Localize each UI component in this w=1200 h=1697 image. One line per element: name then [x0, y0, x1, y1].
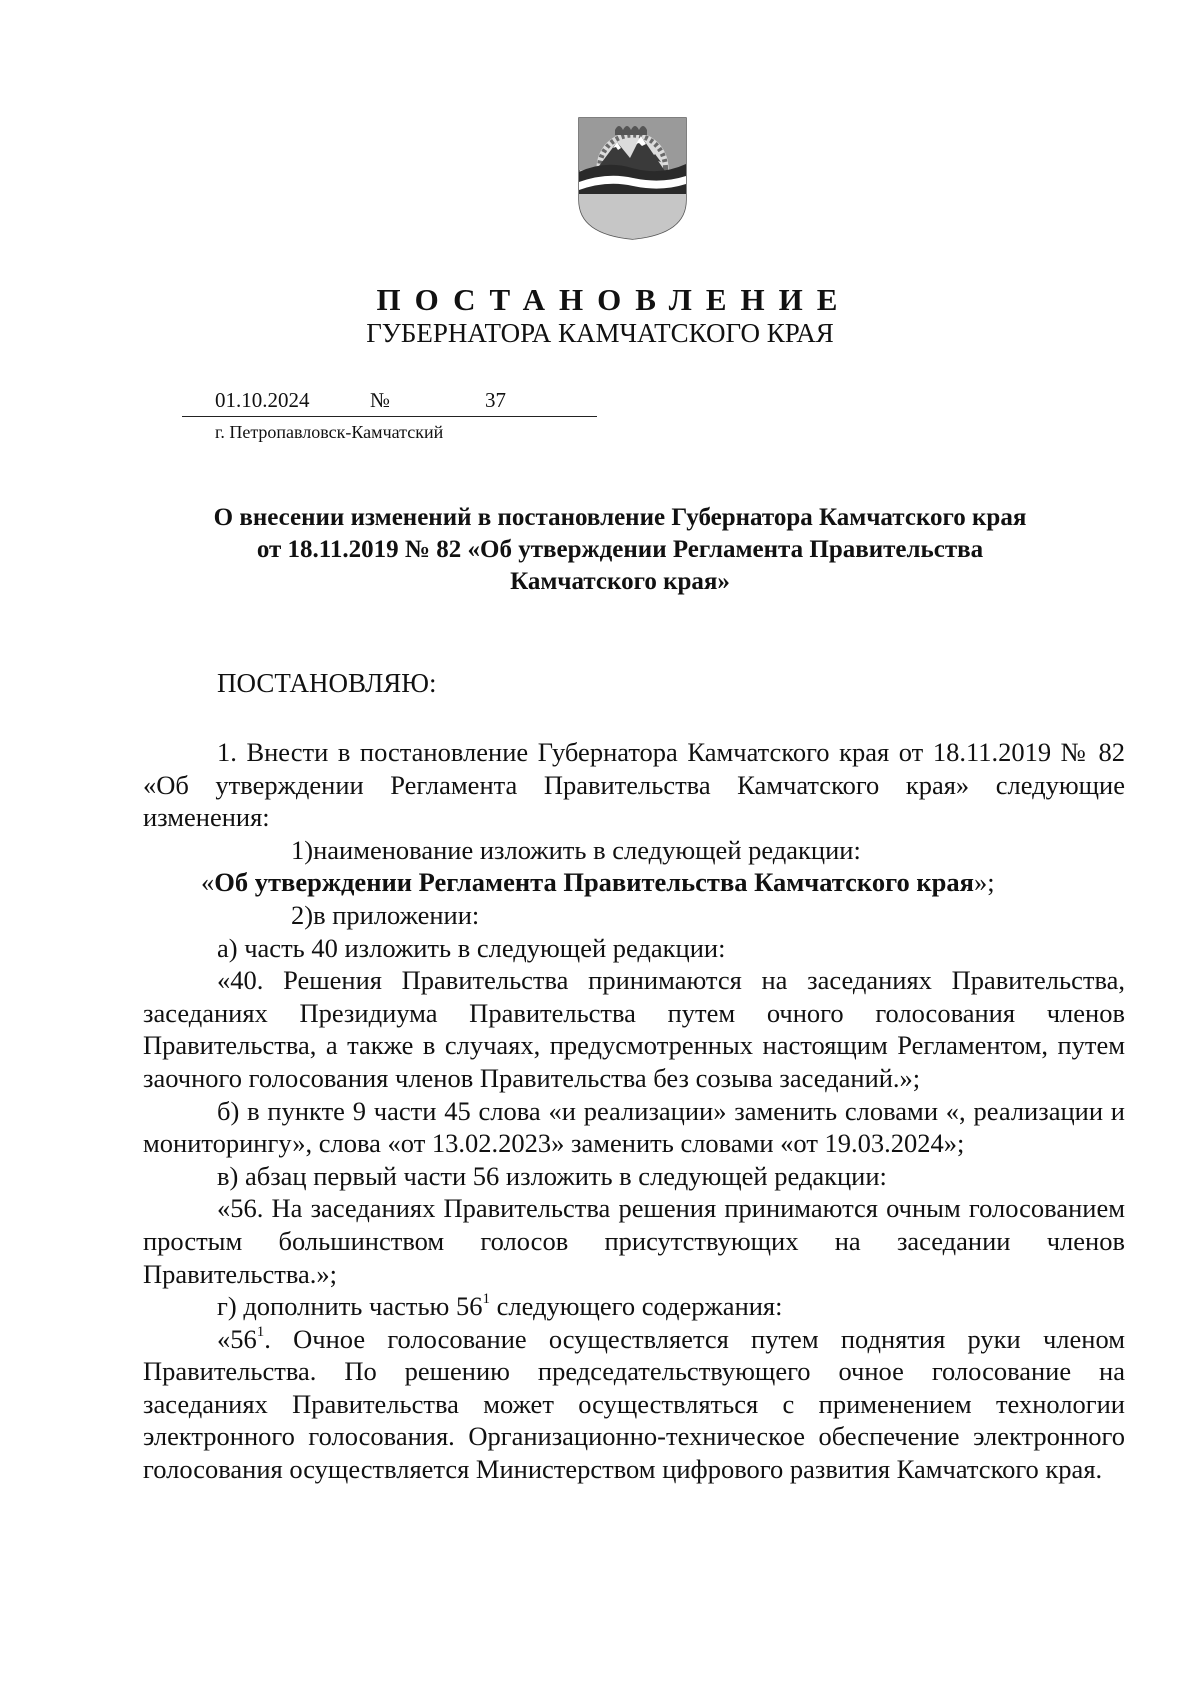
paragraph: 1. Внести в постановление Губернатора Камчатского края от 18.11.2019 № 82 «Об утверждении Регламента Правительства Камчатского края» следующие изменения: [143, 737, 1125, 833]
paragraph-text: в приложении: [313, 899, 480, 930]
decree-word: ПОСТАНОВЛЯЮ: [217, 668, 437, 698]
paragraph-text: наименование изложить в следующей редакции: [313, 834, 861, 865]
title-line: О внесении изменений в постановление Губернатора Камчатского края [213, 504, 1027, 531]
quote-close: »; [973, 867, 995, 898]
paragraph: б) в пункте 9 части 45 слова «и реализации» заменить словами «, реализации и мониторингу», слова «от 13.02.2023» заменить словами «от 19.03.2024»; [143, 1095, 1125, 1159]
superscript: 1 [256, 1323, 265, 1340]
paragraph [143, 834, 1125, 867]
paragraph: «56. На заседаниях Правительства решения принимаются очным голосованием простым большинством голосов присутствующих на заседании членов Правительства.»; [143, 1193, 1125, 1289]
list-label: 1) [291, 834, 314, 865]
paragraph: «40. Решения Правительства принимаются на заседаниях Правительства, заседаниях Президиума Правительства путем очного голосования членов Правительства, а также в случаях, предусмотренных настоящим Регламентом, путем заочного голосования членов Правительства без созыва заседаний.»; [143, 965, 1125, 1093]
paragraph: в) абзац первый части 56 изложить в следующей редакции: [217, 1160, 887, 1191]
paragraph-text: . Очное голосование осуществляется путем поднятия руки членом Правительства. По решению председательствующего очное голосование на заседаниях Правительства может осуществляться с применением технологии электронного голосования. Организационно-техническое обеспечение электронного голосования осуществляется Министерством цифрового развития Камчатского края. [143, 1323, 1125, 1485]
document-body [143, 736, 1125, 1486]
document-type-heading: ПОСТАНОВЛЕНИЕ [376, 282, 852, 317]
superscript: 1 [482, 1291, 490, 1308]
paragraph-text: следующего содержания: [489, 1291, 783, 1322]
registration-line [182, 388, 597, 417]
paragraph [143, 1290, 1125, 1323]
coat-of-arms-emblem [575, 112, 690, 242]
list-label: 2) [291, 899, 314, 930]
paragraph-text: «56 [217, 1323, 257, 1354]
paragraph [143, 1323, 1125, 1486]
paragraph: а) часть 40 изложить в следующей редакции: [217, 932, 726, 963]
issuing-authority: ГУБЕРНАТОРА КАМЧАТСКОГО КРАЯ [366, 318, 834, 348]
title-line: Камчатского края» [510, 568, 730, 595]
paragraph [143, 899, 1125, 932]
paragraph-text: г) дополнить частью 56 [217, 1291, 483, 1322]
document-title [150, 502, 1090, 598]
issue-city: г. Петропавловск-Камчатский [215, 422, 444, 442]
title-line: от 18.11.2019 № 82 «Об утверждении Регламента Правительства [256, 536, 984, 563]
number-sign: № [370, 388, 391, 412]
new-name-bold: Об утверждении Регламента Правительства Камчатского края [214, 867, 974, 898]
document-number: 37 [485, 388, 506, 412]
document-date: 01.10.2024 [215, 388, 310, 412]
quote-open: « [201, 867, 215, 898]
paragraph [143, 866, 1125, 899]
